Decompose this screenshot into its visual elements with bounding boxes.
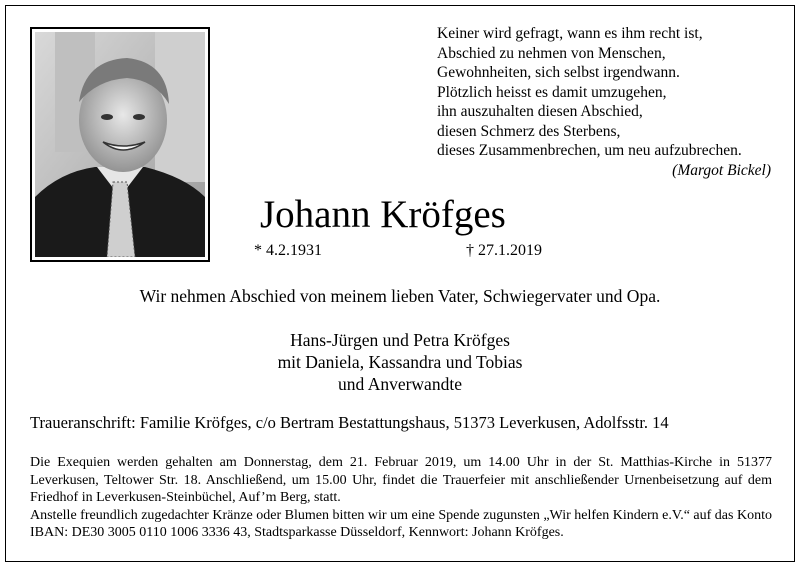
funeral-info: Die Exequien werden gehalten am Donnerstag, dem 21. Februar 2019, um 14.00 Uhr in der St. Matthias-Kirche in 51377 Leverkusen, Teltower Str. 18. Anschließend, um 15.00 Uhr, findet die Trauerfeier mit anschließender Urnenbeisetzung auf dem Friedhof in Leverkusen-Steinbüchel, Auf’m Berg, statt. <box>30 455 772 506</box>
mourning-address: Traueranschrift: Familie Kröfges, c/o Bertram Bestattungshaus, 51373 Leverkusen, Adolfsstr. 14 <box>30 413 669 432</box>
service-details <box>30 454 772 542</box>
family-line: und Anverwandte <box>338 374 462 394</box>
poem-line: Gewohnheiten, sich selbst irgendwann. <box>437 64 680 81</box>
portrait-photo <box>30 27 210 262</box>
poem <box>437 24 787 180</box>
birth-date: * 4.2.1931 <box>254 242 322 259</box>
donation-info: Anstelle freundlich zugedachter Kränze oder Blumen bitten wir um eine Spende zugunsten „Wir helfen Kindern e.V.“ auf das Konto IBAN: DE30 3005 0110 1006 3336 43, Stadtsparkasse Düsseldorf, Kennwort: Johann Kröfges. <box>30 507 772 541</box>
family-line: mit Daniela, Kassandra und Tobias <box>277 352 523 372</box>
poem-author: (Margot Bickel) <box>672 161 771 179</box>
family-signature <box>0 329 800 395</box>
poem-line: Keiner wird gefragt, wann es ihm recht ist, <box>437 25 703 42</box>
family-line: Hans-Jürgen und Petra Kröfges <box>290 330 510 350</box>
poem-line: Abschied zu nehmen von Menschen, <box>437 44 666 62</box>
poem-line: Plötzlich heisst es damit umzugehen, <box>437 83 667 101</box>
portrait-image <box>35 32 205 257</box>
poem-line: diesen Schmerz des Sterbens, <box>437 122 621 140</box>
poem-line: dieses Zusammenbrechen, um neu aufzubrechen. <box>437 142 742 159</box>
poem-line: ihn auszuhalten diesen Abschied, <box>437 103 643 120</box>
death-date: † 27.1.2019 <box>466 242 542 259</box>
deceased-name: Johann Kröfges <box>260 193 506 236</box>
farewell-text: Wir nehmen Abschied von meinem lieben Vater, Schwiegervater und Opa. <box>139 286 661 306</box>
